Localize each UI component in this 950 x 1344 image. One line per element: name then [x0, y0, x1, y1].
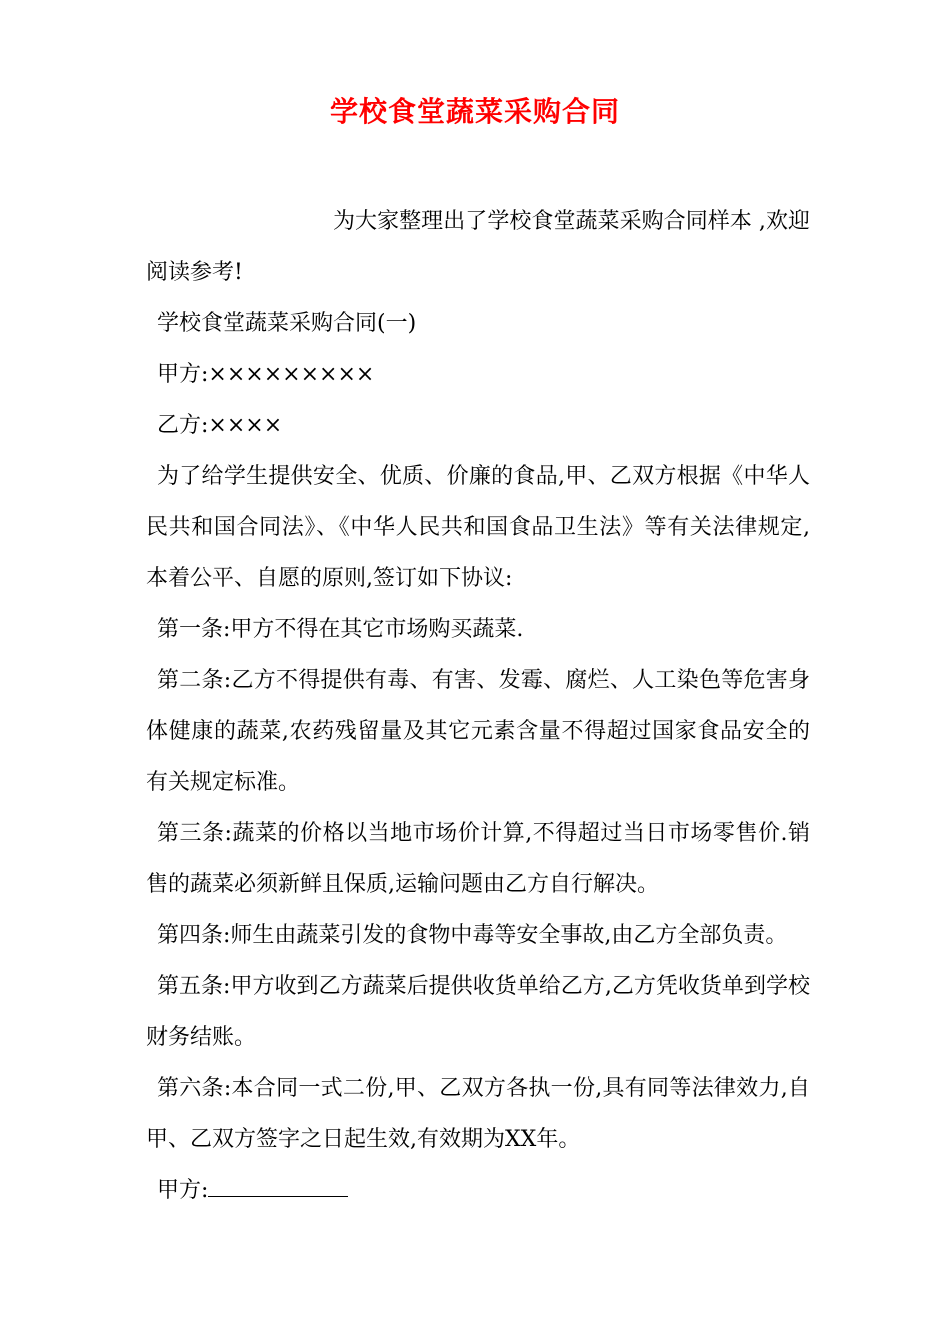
document-body	[146, 196, 810, 1216]
party-b-line: 乙方:××××	[157, 413, 283, 438]
article-5: 第五条:甲方收到乙方蔬菜后提供收货单给乙方,乙方凭收货单到学校财务结账。	[146, 974, 810, 1050]
preamble-paragraph: 为了给学生提供安全、优质、价廉的食品,甲、乙双方根据《中华人民共和国合同法》、《中华人民共和国食品卫生法》等有关法律规定,本着公平、自愿的原则,签订如下协议:	[146, 464, 810, 591]
article-2: 第二条:乙方不得提供有毒、有害、发霉、腐烂、人工染色等危害身体健康的蔬菜,农药残留量及其它元素含量不得超过国家食品安全的有关规定标准。	[146, 668, 810, 795]
intro-paragraph: 为大家整理出了学校食堂蔬菜采购合同样本 ,欢迎阅读参考!	[146, 209, 810, 285]
signature-label: 甲方:	[157, 1178, 209, 1203]
signature-blank-line	[208, 1176, 348, 1197]
signature-row	[146, 1165, 810, 1216]
article-6: 第六条:本合同一式二份,甲、乙双方各执一份,具有同等法律效力,自甲、乙双方签字之日起生效,有效期为XX年。	[146, 1076, 810, 1152]
article-1: 第一条:甲方不得在其它市场购买蔬菜.	[157, 617, 524, 642]
contract-subtitle: 学校食堂蔬菜采购合同(一)	[157, 311, 417, 336]
document-title: 学校食堂蔬菜采购合同	[329, 95, 620, 128]
article-3: 第三条:蔬菜的价格以当地市场价计算,不得超过当日市场零售价.销售的蔬菜必须新鲜且保质,运输问题由乙方自行解决。	[146, 821, 810, 897]
party-a-line: 甲方:×××××××××	[157, 362, 375, 387]
article-4: 第四条:师生由蔬菜引发的食物中毒等安全事故,由乙方全部负责。	[157, 923, 788, 948]
